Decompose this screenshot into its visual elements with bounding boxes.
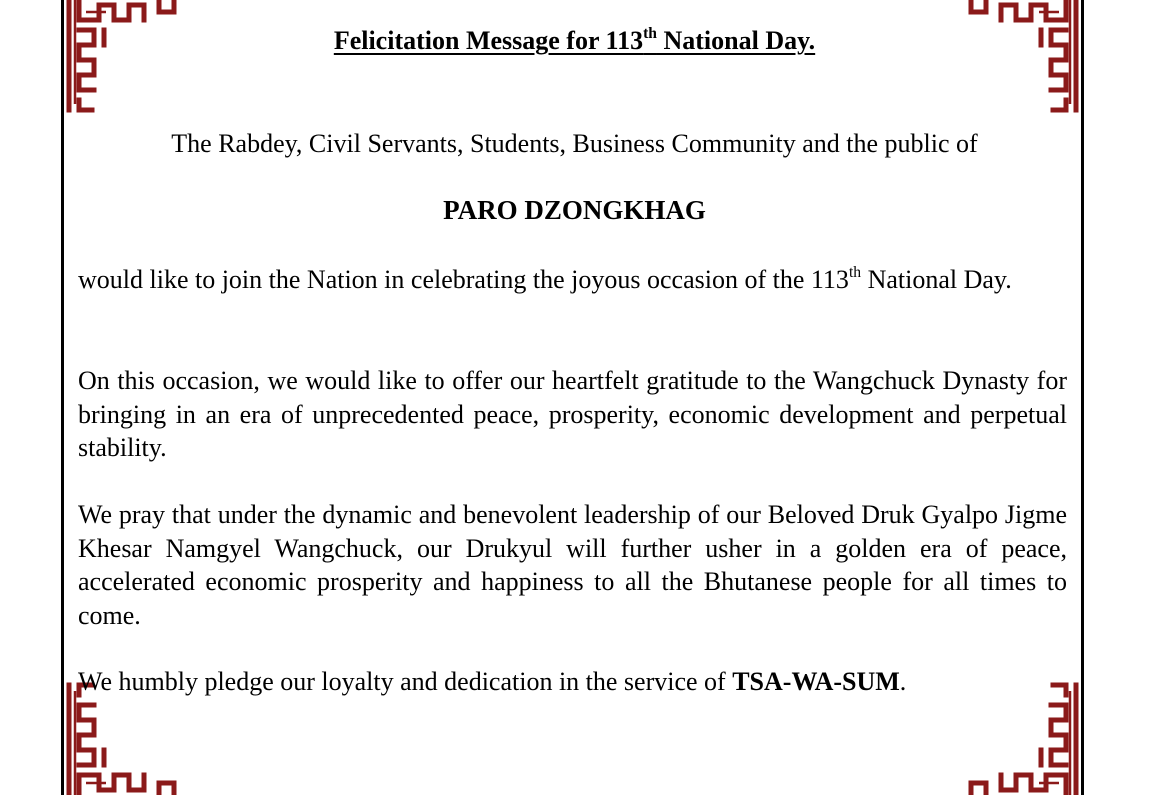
corner-ornament-top-left <box>64 0 194 120</box>
intro-line: The Rabdey, Civil Servants, Students, Business Community and the public of <box>171 129 978 158</box>
paragraph-celebration <box>78 263 1067 297</box>
page-border-right <box>1081 0 1084 795</box>
title-tail-text: National Day. <box>656 26 816 55</box>
paragraph-gratitude: On this occasion, we would like to offer our heartfelt gratitude to the Wangchuck Dynasty for bringing in an era of unprecedented peace, prosperity, economic development and perpetual stability. <box>78 366 1067 462</box>
fret-ornament-graphic <box>64 0 194 120</box>
title-ordinal-suffix: th <box>643 24 657 42</box>
tsa-wa-sum-text: TSA-WA-SUM <box>732 667 900 696</box>
paragraph-prayer: We pray that under the dynamic and benevolent leadership of our Beloved Druk Gyalpo Jigme Khesar Namgyel Wangchuck, our Drukyul will further usher in a golden era of peace, accelerated economic prosperity and happiness to all the Bhutanese people for all times to come. <box>78 500 1067 630</box>
paragraph-ordinal-suffix: th <box>848 263 862 281</box>
paragraph-pledge-tail: . <box>899 667 907 696</box>
document-title-text <box>334 26 815 55</box>
fret-ornament-graphic <box>951 0 1081 120</box>
title-main-text: Felicitation Message for 113 <box>333 26 644 55</box>
paragraph-celebration-tail: National Day. <box>861 265 1012 294</box>
paragraph-celebration-text: would like to join the Nation in celebrating the joyous occasion of the 113 <box>78 265 849 294</box>
corner-ornament-top-right <box>951 0 1081 120</box>
paragraph-pledge <box>78 665 1067 699</box>
document-title <box>0 26 1149 56</box>
paragraph-pledge-text: We humbly pledge our loyalty and dedication in the service of <box>78 667 733 696</box>
dzongkhag-name: PARO DZONGKHAG <box>443 195 706 225</box>
